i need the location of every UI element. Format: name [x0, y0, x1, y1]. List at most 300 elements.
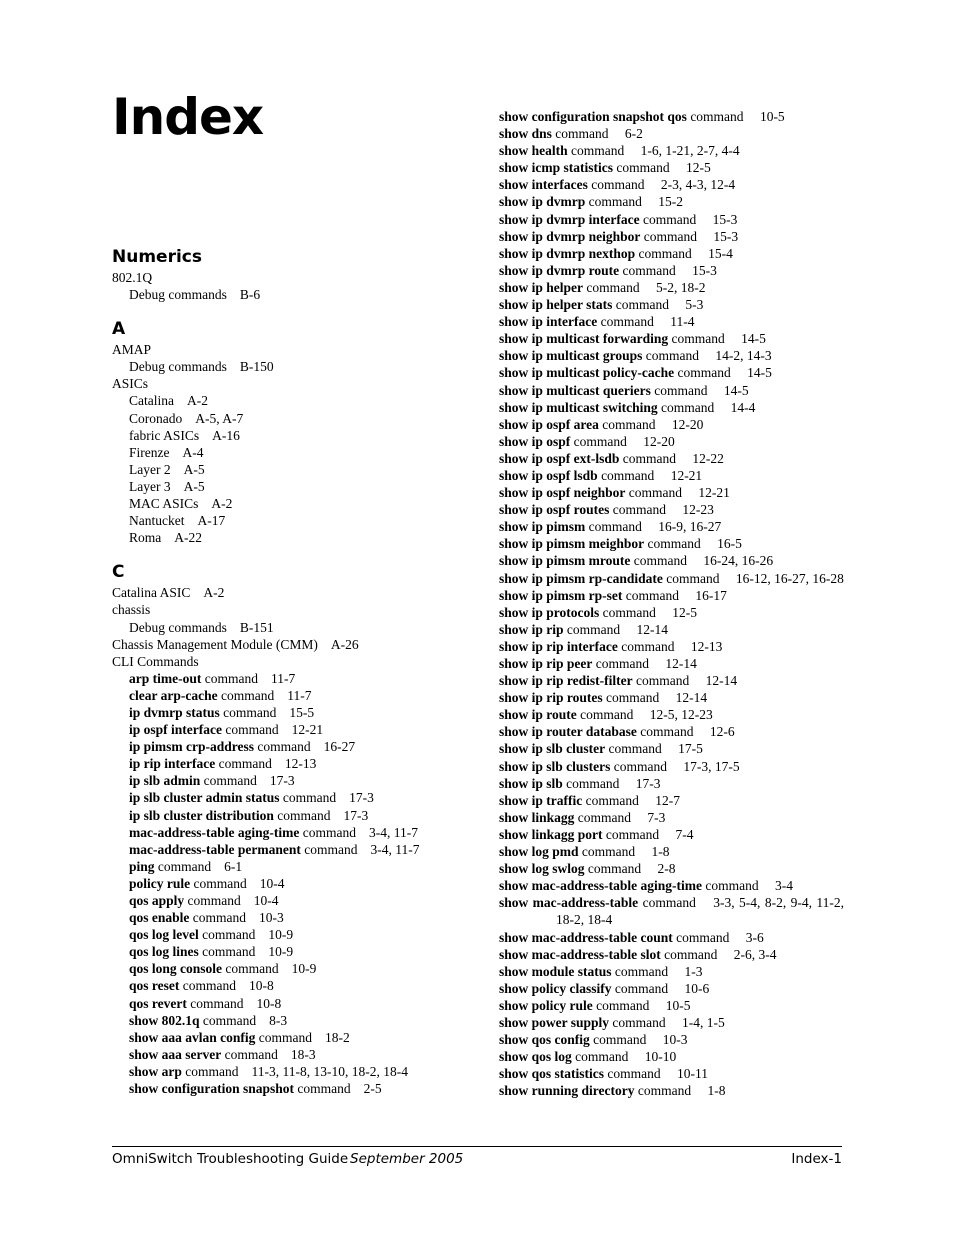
page-reference: 10-4	[259, 875, 285, 891]
entry-text: command	[185, 1063, 239, 1079]
entry-text: command	[304, 841, 358, 857]
index-entry	[499, 877, 844, 894]
page-reference: 14-5	[723, 382, 749, 398]
section-heading: A	[112, 319, 126, 340]
command-name: show ip slb clusters	[499, 758, 611, 774]
command-name: show log pmd	[499, 844, 579, 860]
index-entry	[112, 1080, 462, 1097]
entry-text: command	[615, 297, 670, 313]
page-reference: 3-4	[775, 878, 793, 894]
index-entry	[112, 653, 462, 670]
index-entry	[499, 330, 844, 347]
entry-text: command	[225, 722, 279, 738]
page-reference: 11-4	[670, 314, 695, 330]
page-reference: 6-1	[224, 858, 243, 874]
entry-text: command	[661, 399, 715, 415]
index-entry	[112, 772, 462, 789]
index-entry	[112, 789, 462, 806]
command-name: show ip slb cluster	[499, 741, 606, 757]
index-entry	[112, 977, 462, 994]
index-entry	[112, 1063, 462, 1080]
command-name: show ip helper	[499, 279, 584, 295]
entry-text: command	[220, 687, 275, 703]
entry-text: CLI Commands	[112, 653, 199, 669]
entry-text: chassis	[112, 602, 151, 618]
command-name: show ip dvmrp route	[499, 262, 620, 278]
command-name: show ip ospf	[499, 433, 571, 449]
command-name: show mac-address-table count	[499, 929, 673, 945]
page-reference: 12-5, 12-23	[649, 707, 713, 723]
entry-text: command	[628, 485, 683, 501]
entry-text: command	[225, 961, 279, 977]
entry-text: command	[622, 262, 676, 278]
entry-text: ASICs	[112, 376, 149, 392]
command-name: mac-address-table aging-time	[129, 824, 300, 840]
command-name: show arp	[129, 1063, 182, 1079]
page-reference: 10-11	[677, 1066, 709, 1082]
page-reference: 10-9	[268, 927, 294, 943]
entry-text: command	[640, 724, 694, 740]
page-reference: A-2	[203, 585, 225, 601]
index-entry	[112, 824, 462, 841]
entry-text: command	[593, 1032, 647, 1048]
index-entry	[499, 1065, 844, 1082]
entry-text: Debug commands	[129, 287, 227, 303]
command-name: ip slb cluster distribution	[129, 807, 274, 823]
index-entry	[112, 1012, 462, 1029]
entry-text: command	[204, 670, 258, 686]
entry-text: command	[591, 177, 645, 193]
page-reference: 1-3	[684, 963, 703, 979]
page-reference: 10-10	[644, 1049, 677, 1065]
entry-text: command	[647, 536, 701, 552]
index-entry	[112, 841, 462, 858]
index-entry	[499, 296, 844, 313]
command-name: mac-address-table permanent	[129, 841, 301, 857]
index-entry	[499, 108, 844, 125]
page-reference: A-2	[186, 393, 208, 409]
entry-text: command	[596, 997, 650, 1013]
command-name: show ip rip peer	[499, 656, 593, 671]
command-name: show ip multicast queriers	[499, 382, 651, 398]
entry-text: command	[600, 314, 654, 330]
command-name: show policy rule	[499, 997, 593, 1013]
page-reference: 15-2	[658, 194, 684, 210]
page-reference: 1-6, 1-21, 2-7, 4-4	[640, 143, 740, 159]
index-entry	[112, 1046, 462, 1063]
command-name: show ip protocols	[499, 604, 600, 620]
entry-text: command	[622, 450, 677, 466]
page-reference: 12-13	[284, 756, 317, 772]
page-reference: 17-3, 17-5	[683, 758, 740, 774]
command-name: show power supply	[499, 1014, 610, 1030]
page-reference: 16-24, 16-26	[703, 553, 774, 569]
page-reference: 16-17	[695, 587, 727, 603]
entry-text: command	[613, 758, 668, 774]
page-reference: 6-2	[624, 126, 643, 142]
entry-text: command	[218, 756, 272, 772]
footer-guide-title: OmniSwitch Troubleshooting Guide	[112, 1151, 349, 1167]
entry-text: command	[585, 792, 639, 808]
entry-text: command	[637, 1083, 692, 1099]
command-name: show qos statistics	[499, 1066, 605, 1082]
entry-text: command	[193, 875, 247, 891]
entry-text: command	[555, 126, 609, 142]
index-entry	[499, 364, 844, 381]
page-reference: 17-3	[635, 775, 661, 791]
command-name: show running directory	[499, 1083, 635, 1099]
entry-text: command	[642, 895, 696, 911]
index-entry	[499, 211, 844, 228]
command-name: show module status	[499, 963, 612, 979]
index-section	[112, 561, 462, 1097]
page-reference: 11-7	[287, 687, 312, 703]
entry-text: command	[577, 809, 632, 825]
page-reference: 12-14	[675, 690, 708, 706]
entry-text: command	[566, 621, 621, 637]
command-name: show ip helper stats	[499, 297, 613, 313]
page-reference: 12-14	[636, 621, 669, 637]
page-reference: 10-5	[759, 109, 785, 124]
command-name: show ip dvmrp interface	[499, 211, 640, 227]
index-entry	[112, 995, 462, 1012]
index-entry	[499, 775, 844, 792]
page-reference: A-5	[183, 461, 205, 477]
entry-text: command	[224, 1046, 278, 1062]
command-name: show ip route	[499, 707, 577, 723]
command-name: qos enable	[129, 910, 190, 926]
index-entry	[499, 997, 844, 1014]
command-name: show ip ospf routes	[499, 502, 610, 518]
index-entry	[499, 245, 844, 262]
command-name: ip ospf interface	[129, 722, 222, 738]
index-entry	[499, 826, 844, 843]
page-title: Index	[112, 88, 264, 146]
entry-text: command	[202, 944, 256, 960]
index-entry	[112, 687, 462, 704]
command-name: show aaa avlan config	[129, 1029, 256, 1045]
index-entry	[112, 427, 462, 444]
index-entry	[112, 909, 462, 926]
entry-text: command	[690, 109, 744, 124]
index-entry	[499, 484, 844, 501]
entry-text: Debug commands	[129, 359, 227, 375]
entry-text: command	[636, 673, 690, 689]
command-name: show ip multicast switching	[499, 399, 658, 415]
index-entry	[499, 706, 844, 723]
page-reference: 12-14	[705, 673, 738, 689]
page-reference: 8-3	[269, 1012, 288, 1028]
command-name: show ip pimsm mroute	[499, 553, 631, 569]
entry-text: command	[605, 826, 660, 842]
entry-text: command	[705, 878, 759, 894]
index-entry	[499, 894, 844, 928]
page-reference: 14-5	[747, 365, 772, 381]
index-entry	[499, 570, 844, 587]
entry-text: command	[202, 927, 256, 943]
page-reference: 10-9	[268, 944, 294, 960]
command-name: show aaa server	[129, 1046, 222, 1062]
page-reference: 10-3	[259, 910, 284, 926]
command-name: show ip dvmrp neighbor	[499, 228, 641, 244]
index-entry	[499, 501, 844, 518]
index-entry	[499, 176, 844, 193]
index-section	[112, 318, 462, 546]
entry-text: command	[671, 331, 725, 347]
index-entry	[499, 159, 844, 176]
index-entry	[499, 758, 844, 775]
index-entry	[499, 963, 844, 980]
command-name: show log swlog	[499, 861, 585, 877]
entry-text: command	[633, 553, 688, 569]
entry-text: command	[297, 1081, 351, 1097]
index-entry	[112, 704, 462, 721]
page-reference: 5-2, 18-2	[656, 279, 706, 295]
index-entry	[112, 392, 462, 409]
index-entry	[112, 875, 462, 892]
command-name: show configuration snapshot qos	[499, 109, 687, 124]
entry-text: command	[182, 978, 236, 994]
index-entry	[499, 809, 844, 826]
command-name: arp time-out	[129, 670, 202, 686]
index-entry	[499, 638, 844, 655]
footer-rule	[112, 1146, 842, 1147]
index-entry	[499, 1031, 844, 1048]
index-entry	[499, 672, 844, 689]
page-reference: A-17	[197, 513, 226, 529]
entry-text: command	[587, 861, 642, 877]
index-entry	[499, 929, 844, 946]
command-name: show ip dvmrp	[499, 194, 586, 210]
command-name: show linkagg port	[499, 826, 603, 842]
page-reference: 18-3	[290, 1046, 316, 1062]
footer-page-number: Index-1	[791, 1151, 842, 1167]
index-entry	[499, 860, 844, 877]
command-name: qos long console	[129, 961, 223, 977]
entry-text: command	[643, 228, 698, 244]
command-name: show ip interface	[499, 314, 598, 330]
entry-text: command	[602, 604, 656, 620]
entry-text: command	[676, 929, 730, 945]
index-entry	[499, 535, 844, 552]
index-section	[112, 246, 462, 303]
index-entry	[112, 670, 462, 687]
page-reference: B-150	[239, 359, 274, 375]
command-name: show ip traffic	[499, 792, 583, 808]
index-entry	[499, 792, 844, 809]
page-reference: 2-5	[363, 1081, 382, 1097]
entry-text: Nantucket	[129, 513, 185, 529]
command-name: qos revert	[129, 995, 187, 1011]
page-reference: 17-3	[269, 773, 295, 789]
page-reference: 17-3	[349, 790, 374, 806]
index-entry	[112, 755, 462, 772]
entry-text: command	[607, 1066, 661, 1082]
command-name: show dns	[499, 126, 552, 142]
page-reference: 12-21	[670, 467, 703, 483]
index-entry	[499, 1014, 844, 1031]
index-right-column	[499, 108, 844, 1099]
command-name: show icmp statistics	[499, 160, 613, 176]
command-name: ip rip interface	[129, 756, 216, 772]
entry-text: command	[612, 1014, 666, 1030]
page-reference: 10-4	[253, 893, 279, 908]
command-name: show ip rip redist-filter	[499, 673, 633, 689]
page-reference: 12-22	[692, 450, 724, 466]
entry-text: Catalina	[129, 393, 174, 409]
page-reference: 14-4	[730, 399, 756, 415]
page-reference: A-2	[211, 496, 233, 512]
entry-text: command	[277, 807, 331, 823]
index-entry	[112, 636, 462, 653]
command-name: ip dvmrp status	[129, 704, 220, 720]
entry-text: command	[586, 279, 640, 295]
page-reference: 12-20	[643, 433, 675, 449]
page-reference: 10-3	[662, 1032, 688, 1048]
index-entry	[112, 478, 462, 495]
index-entry	[112, 601, 462, 618]
command-name: show policy classify	[499, 980, 612, 996]
index-entry	[499, 142, 844, 159]
entry-text: command	[190, 995, 244, 1011]
command-name: show ip multicast forwarding	[499, 331, 669, 347]
index-entry	[499, 193, 844, 210]
entry-text: command	[588, 519, 642, 535]
command-name: show ip pimsm rp-candidate	[499, 570, 663, 586]
entry-text: MAC ASICs	[129, 496, 199, 512]
entry-text: command	[282, 790, 337, 806]
command-name: show ip multicast policy-cache	[499, 365, 675, 381]
command-name: ip slb admin	[129, 773, 201, 789]
index-entry	[112, 858, 462, 875]
command-name: show ip ospf area	[499, 416, 599, 432]
page-reference: A-26	[330, 636, 359, 652]
page-reference: 12-5	[672, 604, 698, 620]
entry-text: command	[643, 211, 697, 227]
command-name: show 802.1q	[129, 1012, 200, 1028]
command-name: show mac-address-table slot	[499, 946, 661, 962]
entry-text: command	[645, 348, 700, 364]
page-reference: 15-3	[712, 211, 738, 227]
command-name: show ip pimsm meighbor	[499, 536, 645, 552]
page-reference: 10-9	[291, 961, 317, 977]
index-entry	[112, 1029, 462, 1046]
page-reference: 15-3	[713, 228, 739, 244]
command-name: show qos log	[499, 1049, 572, 1065]
page-reference: 3-6	[745, 929, 764, 945]
index-entry	[499, 313, 844, 330]
index-entry	[499, 552, 844, 569]
page-reference: 16-9, 16-27	[658, 519, 722, 535]
entry-text: fabric ASICs	[129, 427, 200, 443]
entry-text: command	[571, 143, 625, 159]
command-name: show mac-address-table aging-time	[499, 878, 702, 894]
index-entry	[112, 721, 462, 738]
page-reference: 1-8	[651, 844, 670, 860]
command-name: qos apply	[129, 893, 185, 908]
page-reference: 15-3	[692, 262, 717, 278]
entry-text: command	[602, 416, 656, 432]
index-entry	[499, 518, 844, 535]
entry-text: command	[580, 707, 634, 723]
page-reference: 15-5	[289, 704, 315, 720]
index-entry	[499, 382, 844, 399]
index-entry	[499, 347, 844, 364]
command-name: show linkagg	[499, 809, 575, 825]
entry-text: command	[588, 194, 642, 210]
index-entry	[499, 843, 844, 860]
entry-text: command	[614, 980, 669, 996]
page-reference: 10-5	[665, 997, 691, 1013]
page-reference: 10-6	[684, 980, 710, 996]
page-reference: A-22	[174, 530, 202, 546]
entry-text: command	[258, 1029, 313, 1045]
page-reference: A-16	[212, 427, 240, 443]
page-reference: 12-7	[655, 792, 680, 808]
command-name: show health	[499, 143, 568, 159]
page-reference: B-6	[239, 287, 261, 303]
index-entry	[499, 450, 844, 467]
command-name: show ip dvmrp nexthop	[499, 245, 636, 261]
command-name: policy rule	[129, 875, 191, 891]
entry-text: command	[157, 858, 212, 874]
page-reference: 12-13	[690, 638, 723, 654]
entry-text: command	[621, 638, 675, 654]
page-reference: 16-12, 16-27, 16-28	[735, 570, 844, 586]
page-reference: 2-3, 4-3, 12-4	[660, 177, 736, 193]
page-reference: 11-7	[270, 670, 296, 686]
page-reference: 3-3, 5-4, 8-2, 9-4, 11-2, 18-2, 18-4	[556, 895, 845, 928]
page-reference: 2-8	[657, 861, 676, 877]
index-entry	[499, 723, 844, 740]
command-name: qos log level	[129, 927, 199, 943]
entry-text: command	[257, 739, 311, 755]
page-reference: 18-2	[325, 1029, 350, 1045]
index-entry	[112, 495, 462, 512]
index-entry	[499, 587, 844, 604]
page-reference: 10-8	[256, 995, 282, 1011]
section-heading: Numerics	[112, 247, 202, 267]
index-entry	[112, 341, 462, 358]
entry-text: command	[638, 245, 692, 261]
index-entry	[112, 584, 462, 601]
index-entry	[499, 399, 844, 416]
index-entry	[112, 892, 462, 909]
index-entry	[112, 444, 462, 461]
entry-text: command	[664, 946, 718, 962]
page-reference: B-151	[239, 619, 274, 635]
entry-text: command	[666, 570, 720, 586]
page-reference: 12-5	[686, 160, 711, 176]
entry-text: command	[595, 656, 650, 671]
index-entry	[499, 980, 844, 997]
page-reference: 12-23	[682, 502, 714, 518]
entry-text: command	[654, 382, 708, 398]
index-entry	[499, 1082, 844, 1099]
command-name: show ip slb	[499, 775, 563, 791]
page-reference: 2-6, 3-4	[733, 946, 777, 962]
page-reference: 1-8	[707, 1083, 726, 1099]
entry-text: command	[612, 502, 667, 518]
entry-text: command	[616, 160, 670, 176]
index-left-column	[112, 246, 462, 1097]
entry-text: 802.1Q	[112, 270, 153, 285]
page-reference: 5-3	[685, 297, 704, 313]
command-name: ip slb cluster admin status	[129, 790, 280, 806]
command-name: show ip pimsm rp-set	[499, 587, 623, 603]
page-reference: 12-20	[671, 416, 704, 432]
entry-text: Coronado	[129, 410, 183, 426]
